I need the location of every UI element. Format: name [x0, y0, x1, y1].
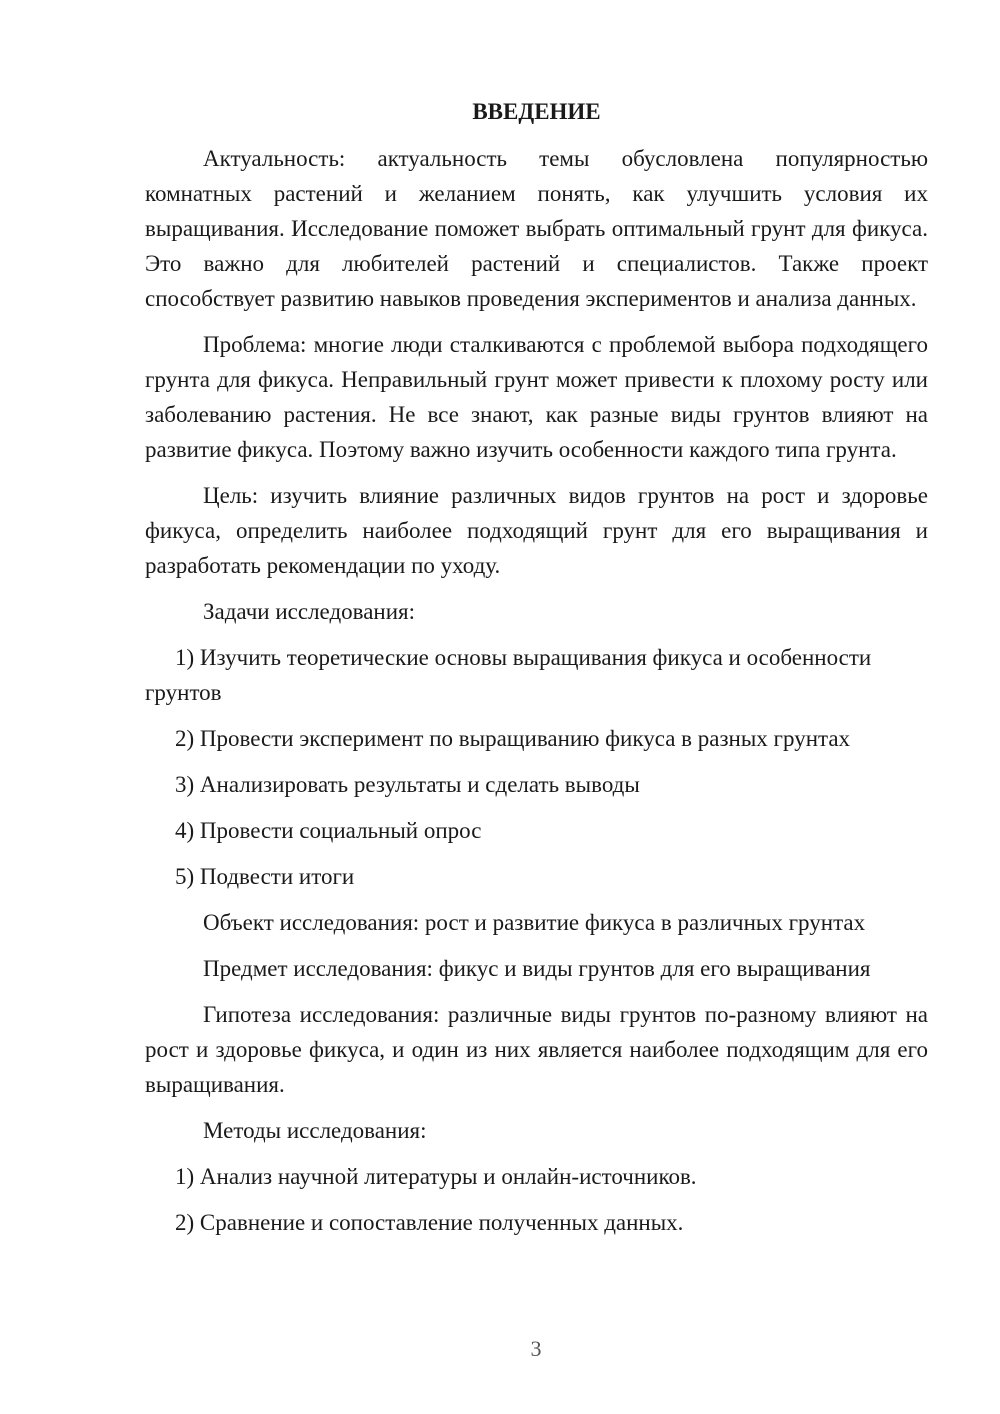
relevance-paragraph: Актуальность: актуальность темы обусловлена популярностью комнатных растений и желанием понять, как улучшить условия их выращивания. Исследование поможет выбрать оптимальный грунт для фикуса. Это важно для любителей растений и специалистов. Также проект способствует развитию навыков проведения экспериментов и анализа данных.: [145, 146, 928, 311]
task-item: 5) Подвести итоги: [175, 864, 355, 889]
goal-paragraph: Цель: изучить влияние различных видов грунтов на рост и здоровье фикуса, определить наиболее подходящий грунт для его выращивания и разработать рекомендации по уходу.: [145, 483, 928, 578]
page-content: [145, 94, 928, 1251]
method-item: 2) Сравнение и сопоставление полученных данных.: [175, 1210, 684, 1235]
hypothesis-paragraph: Гипотеза исследования: различные виды грунтов по-разному влияют на рост и здоровье фикуса, и один из них является наиболее подходящим для его выращивания.: [145, 1002, 928, 1097]
methods-title: Методы исследования:: [203, 1118, 427, 1143]
task-item: 2) Провести эксперимент по выращиванию фикуса в разных грунтах: [175, 726, 851, 751]
method-item: 1) Анализ научной литературы и онлайн-источников.: [175, 1164, 697, 1189]
task-item: 4) Провести социальный опрос: [175, 818, 482, 843]
task-item: 1) Изучить теоретические основы выращивания фикуса и особенности грунтов: [145, 645, 872, 705]
task-item: 3) Анализировать результаты и сделать выводы: [175, 772, 640, 797]
tasks-title: Задачи исследования:: [203, 599, 416, 624]
page-number: 3: [530, 1336, 542, 1361]
page-heading: ВВЕДЕНИЕ: [472, 99, 601, 124]
object-paragraph: Объект исследования: рост и развитие фикуса в различных грунтах: [203, 910, 866, 935]
problem-paragraph: Проблема: многие люди сталкиваются с проблемой выбора подходящего грунта для фикуса. Неправильный грунт может привести к плохому росту или заболеванию растения. Не все знают, как разные виды грунтов влияют на развитие фикуса. Поэтому важно изучить особенности каждого типа грунта.: [145, 332, 928, 462]
subject-paragraph: Предмет исследования: фикус и виды грунтов для его выращивания: [203, 956, 871, 981]
